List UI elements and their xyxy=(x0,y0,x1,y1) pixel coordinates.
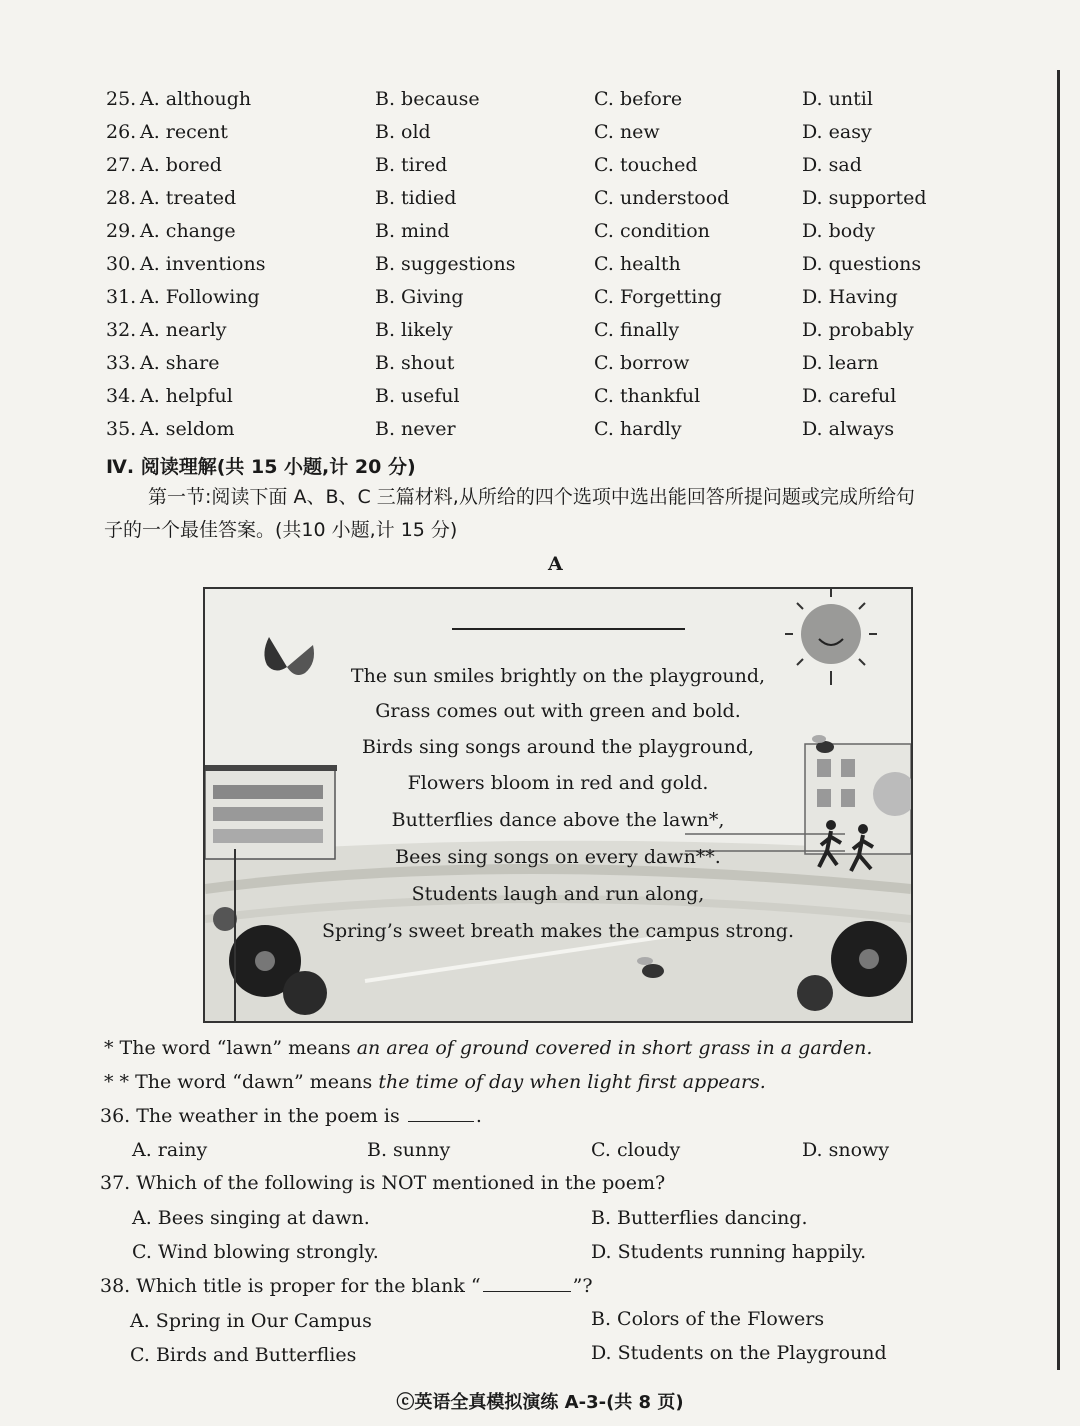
section-instruction-line-2: 子的一个最佳答案。(共10 小题,计 15 分) xyxy=(104,519,458,541)
poem-title-blank xyxy=(452,628,685,630)
option-d: D. Students on the Playground xyxy=(591,1342,887,1364)
question-stem-end: ”? xyxy=(572,1275,593,1297)
section-heading: Ⅳ. 阅读理解(共 15 小题,计 20 分) xyxy=(106,456,416,478)
option-d: D. questions xyxy=(802,253,922,275)
question-38 xyxy=(100,1275,593,1297)
option-c: C. Birds and Butterflies xyxy=(130,1344,357,1366)
mcq-row-27 xyxy=(0,154,1080,184)
footnote-definition: an area of ground covered in short grass in a garden. xyxy=(356,1037,873,1059)
question-number: 26. xyxy=(106,121,137,143)
option-d: D. body xyxy=(802,220,876,242)
question-number: 30. xyxy=(106,253,137,275)
option-a: A. seldom xyxy=(140,418,235,440)
question-number: 27. xyxy=(106,154,137,176)
option-a: A. although xyxy=(140,88,252,110)
option-b: B. Colors of the Flowers xyxy=(591,1308,825,1330)
poem-line: Students laugh and run along, xyxy=(411,883,705,905)
option-d: D. careful xyxy=(802,385,897,407)
option-b: B. tidied xyxy=(375,187,457,209)
poem-line: Bees sing songs on every dawn**. xyxy=(395,846,721,868)
playground-illustration xyxy=(205,589,911,1021)
option-c: C. understood xyxy=(594,187,730,209)
mcq-row-33 xyxy=(0,352,1080,382)
poem-line: Butterflies dance above the lawn*, xyxy=(391,809,725,831)
footnote-definition: the time of day when light first appears. xyxy=(378,1071,766,1093)
question-number: 34. xyxy=(106,385,137,407)
option-c: C. new xyxy=(594,121,660,143)
mcq-row-28 xyxy=(0,187,1080,217)
option-d: D. Having xyxy=(802,286,898,308)
option-a: A. Spring in Our Campus xyxy=(130,1310,372,1332)
option-a: A. helpful xyxy=(140,385,233,407)
option-d: D. supported xyxy=(802,187,927,209)
option-d: D. snowy xyxy=(802,1139,890,1161)
footnote-lawn xyxy=(104,1037,872,1059)
option-c: C. health xyxy=(594,253,681,275)
question-number: 25. xyxy=(106,88,137,110)
option-a: A. nearly xyxy=(140,319,227,341)
footnote-term: * The word “lawn” means xyxy=(104,1037,351,1059)
option-c: C. cloudy xyxy=(591,1139,681,1161)
mcq-row-30 xyxy=(0,253,1080,283)
answer-blank xyxy=(483,1275,571,1292)
option-b: B. because xyxy=(375,88,480,110)
option-c: C. hardly xyxy=(594,418,682,440)
option-c: C. thankful xyxy=(594,385,701,407)
option-d: D. easy xyxy=(802,121,872,143)
mcq-row-25 xyxy=(0,88,1080,118)
poem-line: The sun smiles brightly on the playground, xyxy=(350,665,766,687)
option-d: D. learn xyxy=(802,352,879,374)
footnote-term: * * The word “dawn” means xyxy=(104,1071,373,1093)
section-instruction-line-1: 第一节:阅读下面 A、B、C 三篇材料,从所给的四个选项中选出能回答所提问题或完成所给句 xyxy=(148,486,915,508)
mcq-row-29 xyxy=(0,220,1080,250)
option-b: B. never xyxy=(375,418,456,440)
question-stem: 38. Which title is proper for the blank “ xyxy=(100,1275,481,1297)
passage-label: A xyxy=(548,553,563,575)
option-a: A. share xyxy=(140,352,220,374)
poem-line: Birds sing songs around the playground, xyxy=(361,736,755,758)
question-number: 35. xyxy=(106,418,137,440)
option-a: A. bored xyxy=(140,154,222,176)
option-b: B. sunny xyxy=(367,1139,451,1161)
option-a: A. inventions xyxy=(140,253,266,275)
option-a: A. Following xyxy=(140,286,260,308)
option-b: B. mind xyxy=(375,220,450,242)
question-number: 28. xyxy=(106,187,137,209)
option-b: B. useful xyxy=(375,385,460,407)
question-number: 32. xyxy=(106,319,137,341)
option-c: C. touched xyxy=(594,154,698,176)
question-number: 33. xyxy=(106,352,137,374)
option-a: A. change xyxy=(140,220,236,242)
option-c: C. borrow xyxy=(594,352,690,374)
option-d: D. until xyxy=(802,88,873,110)
option-b: B. shout xyxy=(375,352,455,374)
option-a: A. Bees singing at dawn. xyxy=(132,1207,370,1229)
option-b: B. suggestions xyxy=(375,253,516,275)
option-b: B. tired xyxy=(375,154,448,176)
option-c: C. condition xyxy=(594,220,710,242)
question-36 xyxy=(100,1105,482,1127)
question-number: 31. xyxy=(106,286,137,308)
option-b: B. old xyxy=(375,121,431,143)
poem-line: Flowers bloom in red and gold. xyxy=(407,772,709,794)
option-a: A. recent xyxy=(140,121,228,143)
question-37: 37. Which of the following is NOT mentioned in the poem? xyxy=(100,1172,666,1194)
mcq-row-32 xyxy=(0,319,1080,349)
option-d: D. Students running happily. xyxy=(591,1241,867,1263)
option-b: B. likely xyxy=(375,319,453,341)
option-d: D. probably xyxy=(802,319,914,341)
question-stem: 36. The weather in the poem is xyxy=(100,1105,400,1127)
question-number: 29. xyxy=(106,220,137,242)
mcq-row-31 xyxy=(0,286,1080,316)
option-c: C. finally xyxy=(594,319,680,341)
option-b: B. Butterflies dancing. xyxy=(591,1207,808,1229)
poem-line: Spring’s sweet breath makes the campus strong. xyxy=(321,920,795,942)
mcq-row-35 xyxy=(0,418,1080,448)
option-d: D. always xyxy=(802,418,895,440)
school-building-right xyxy=(805,744,911,854)
question-stem-end: . xyxy=(475,1105,482,1127)
option-c: C. Wind blowing strongly. xyxy=(132,1241,379,1263)
option-a: A. treated xyxy=(140,187,237,209)
option-c: C. Forgetting xyxy=(594,286,722,308)
page-footer: ⓒ英语全真模拟演练 A-3-(共 8 页) xyxy=(396,1392,684,1413)
poem-line: Grass comes out with green and bold. xyxy=(375,700,741,722)
mcq-row-34 xyxy=(0,385,1080,415)
option-b: B. Giving xyxy=(375,286,464,308)
option-a: A. rainy xyxy=(132,1139,208,1161)
option-c: C. before xyxy=(594,88,683,110)
answer-blank xyxy=(408,1105,474,1122)
poem-illustration xyxy=(203,587,913,1023)
mcq-row-26 xyxy=(0,121,1080,151)
footnote-dawn xyxy=(104,1071,766,1093)
option-d: D. sad xyxy=(802,154,862,176)
